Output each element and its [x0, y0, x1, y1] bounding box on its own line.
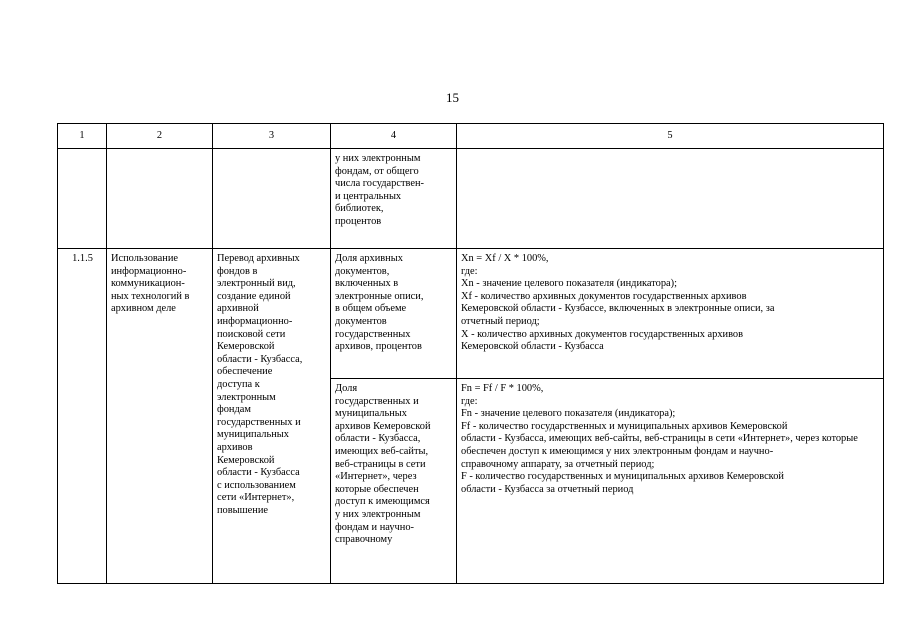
- text-line: справочному аппарату, за отчетный период;: [461, 458, 655, 470]
- text-line: архивов Кемеровской: [335, 420, 431, 432]
- text-line: и центральных: [335, 190, 402, 202]
- text-line: где:: [461, 395, 478, 407]
- text-line: библиотек,: [335, 203, 384, 215]
- formula-text-2: [461, 383, 880, 496]
- table-header-row: [58, 124, 884, 149]
- text-line: Кемеровской области - Кузбасса: [461, 341, 604, 353]
- indicator-name-cell-1: [331, 249, 457, 379]
- text-line: Fn - значение целевого показателя (индикатора);: [461, 408, 676, 420]
- text-line: архивном деле: [111, 303, 176, 315]
- text-line: фондов в: [217, 265, 258, 277]
- text-line: электронный вид,: [217, 278, 296, 290]
- continuation-col1: [58, 149, 107, 249]
- text-line: с использованием: [217, 479, 296, 491]
- text-line: коммуникацион-: [111, 278, 185, 290]
- text-line: доступа к: [217, 378, 260, 390]
- text-line: области - Кузбасса, имеющих веб-сайты, веб-страницы в сети «Интернет», через которые: [461, 433, 858, 445]
- text-line: области - Кузбасса за отчетный период: [461, 483, 634, 495]
- text-line: веб-страницы в сети: [335, 458, 426, 470]
- text-line: архивной: [217, 303, 259, 315]
- column-header-5: 5: [457, 124, 884, 149]
- text-line: Кемеровской: [217, 454, 275, 466]
- text-line: информационно-: [111, 265, 187, 277]
- event-cell: [107, 249, 213, 584]
- text-line: Доля архивных: [335, 253, 403, 264]
- text-line: Кемеровской области - Кузбассе, включенных в электронные описи, за: [461, 303, 775, 315]
- text-line: числа государствен-: [335, 178, 424, 190]
- text-line: Кемеровской: [217, 341, 275, 353]
- item-row-first: [58, 249, 884, 379]
- indicator-name-text-1: [335, 253, 453, 354]
- text-line: Использование: [111, 253, 179, 264]
- text-line: электронные описи,: [335, 290, 424, 302]
- text-line: документов: [335, 315, 387, 327]
- text-line: повышение: [217, 504, 268, 516]
- text-line: Xn = Xf / X * 100%,: [461, 253, 549, 264]
- text-line: доступ к имеющимся: [335, 496, 430, 508]
- text-line: области - Кузбасса: [217, 467, 300, 479]
- indicator-table: [57, 123, 884, 584]
- column-header-1: 1: [58, 124, 107, 149]
- text-line: фондам, от общего: [335, 165, 419, 177]
- text-line: муниципальных: [217, 429, 289, 441]
- text-line: F - количество государственных и муниципальных архивов Кемеровской: [461, 471, 784, 483]
- continuation-row: [58, 149, 884, 249]
- text-line: которые обеспечен: [335, 483, 419, 495]
- action-text: [217, 253, 327, 517]
- text-line: области - Кузбасса,: [335, 433, 421, 445]
- text-line: включенных в: [335, 278, 399, 290]
- text-line: области - Кузбасса,: [217, 353, 303, 365]
- continuation-indicator-cell: [331, 149, 457, 249]
- formula-cell-1: [457, 249, 884, 379]
- text-line: где:: [461, 265, 478, 277]
- column-header-2: 2: [107, 124, 213, 149]
- text-line: имеющих веб-сайты,: [335, 445, 429, 457]
- text-line: обеспечен доступ к имеющимся у них электронным фондам и научно-: [461, 445, 774, 457]
- text-line: ных технологий в: [111, 290, 190, 302]
- text-line: у них электронным: [335, 508, 421, 520]
- text-line: архивов, процентов: [335, 341, 422, 353]
- column-header-3: 3: [213, 124, 331, 149]
- text-line: X - количество архивных документов государственных архивов: [461, 328, 744, 340]
- text-line: государственных и: [335, 395, 419, 407]
- text-line: фондам и научно-: [335, 521, 414, 533]
- text-line: Перевод архивных: [217, 253, 300, 264]
- continuation-col5: [457, 149, 884, 249]
- action-cell: [213, 249, 331, 584]
- continuation-col2: [107, 149, 213, 249]
- text-line: электронным: [217, 391, 276, 403]
- text-line: Xf - количество архивных документов государственных архивов: [461, 290, 747, 302]
- text-line: фондам: [217, 404, 251, 416]
- text-line: поисковой сети: [217, 328, 286, 340]
- text-line: документов,: [335, 265, 390, 277]
- text-line: архивов: [217, 441, 253, 453]
- indicator-name-text-2: [335, 383, 453, 547]
- text-line: в общем объеме: [335, 303, 407, 315]
- text-line: обеспечение: [217, 366, 273, 378]
- text-line: отчетный период;: [461, 315, 540, 327]
- continuation-indicator-text: [335, 153, 453, 229]
- text-line: у них электронным: [335, 153, 421, 164]
- column-header-4: 4: [331, 124, 457, 149]
- formula-text-1: [461, 253, 880, 354]
- text-line: справочному: [335, 534, 393, 546]
- page-number: 15: [446, 90, 459, 105]
- continuation-col3: [213, 149, 331, 249]
- text-line: Fn = Ff / F * 100%,: [461, 383, 544, 394]
- text-line: муниципальных: [335, 408, 407, 420]
- text-line: Xn - значение целевого показателя (индикатора);: [461, 278, 678, 290]
- text-line: информационно-: [217, 315, 293, 327]
- text-line: Ff - количество государственных и муниципальных архивов Кемеровской: [461, 420, 788, 432]
- text-line: сети «Интернет»,: [217, 492, 295, 504]
- text-line: «Интернет», через: [335, 471, 417, 483]
- indicator-name-cell-2: [331, 379, 457, 584]
- text-line: государственных: [335, 328, 411, 340]
- text-line: создание единой: [217, 290, 291, 302]
- item-number: 1.1.5: [58, 249, 107, 584]
- text-line: Доля: [335, 383, 358, 394]
- text-line: государственных и: [217, 416, 301, 428]
- event-text: [111, 253, 209, 316]
- text-line: процентов: [335, 215, 382, 227]
- formula-cell-2: [457, 379, 884, 584]
